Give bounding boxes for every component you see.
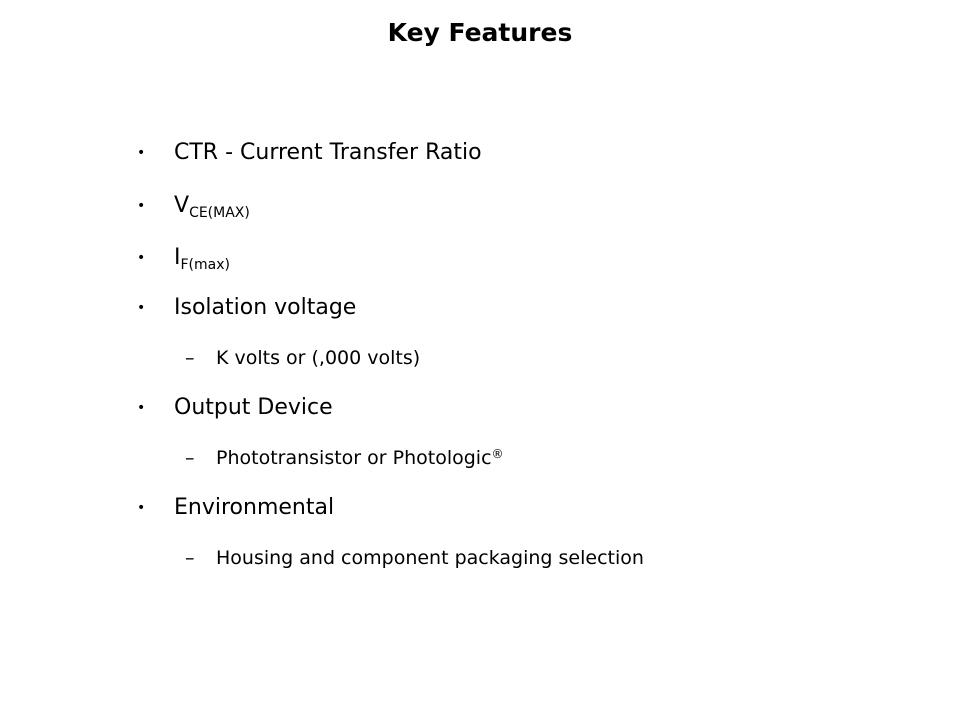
- bullet-output-device: [137, 393, 333, 423]
- bullet-text: Output Device: [174, 395, 333, 420]
- bullet-icon: •: [137, 250, 146, 266]
- dash-icon: –: [185, 547, 195, 569]
- bullet-icon: •: [137, 300, 146, 316]
- bullet-text: I: [174, 245, 181, 270]
- bullet-ctr: [137, 138, 482, 168]
- bullet-text: V: [174, 193, 190, 218]
- bullet-environmental: [137, 493, 334, 523]
- dash-icon: –: [185, 347, 195, 369]
- registered-mark: ®: [491, 447, 504, 461]
- bullet-icon: •: [137, 145, 146, 161]
- bullet-icon: •: [137, 400, 146, 416]
- bullet-text: Isolation voltage: [174, 295, 357, 320]
- sub-bullet-k-volts: [185, 345, 420, 371]
- bullet-icon: •: [137, 198, 146, 214]
- sub-bullet-text: Phototransistor or Photologic: [216, 447, 492, 469]
- bullet-subscript: F(max): [180, 257, 230, 273]
- bullet-text: Environmental: [174, 495, 335, 520]
- bullet-text: CTR - Current Transfer Ratio: [174, 140, 482, 165]
- bullet-subscript: CE(MAX): [189, 205, 250, 221]
- sub-bullet-phototransistor: [185, 445, 504, 471]
- dash-icon: –: [185, 447, 195, 469]
- bullet-vce-max: [137, 191, 250, 221]
- bullet-if-max: [137, 243, 230, 273]
- bullet-isolation-voltage: [137, 293, 356, 323]
- sub-bullet-text: Housing and component packaging selection: [216, 547, 644, 569]
- slide-title: Key Features: [387, 18, 573, 47]
- sub-bullet-text: K volts or (,000 volts): [216, 347, 421, 369]
- sub-bullet-housing: [185, 545, 644, 571]
- bullet-icon: •: [137, 500, 146, 516]
